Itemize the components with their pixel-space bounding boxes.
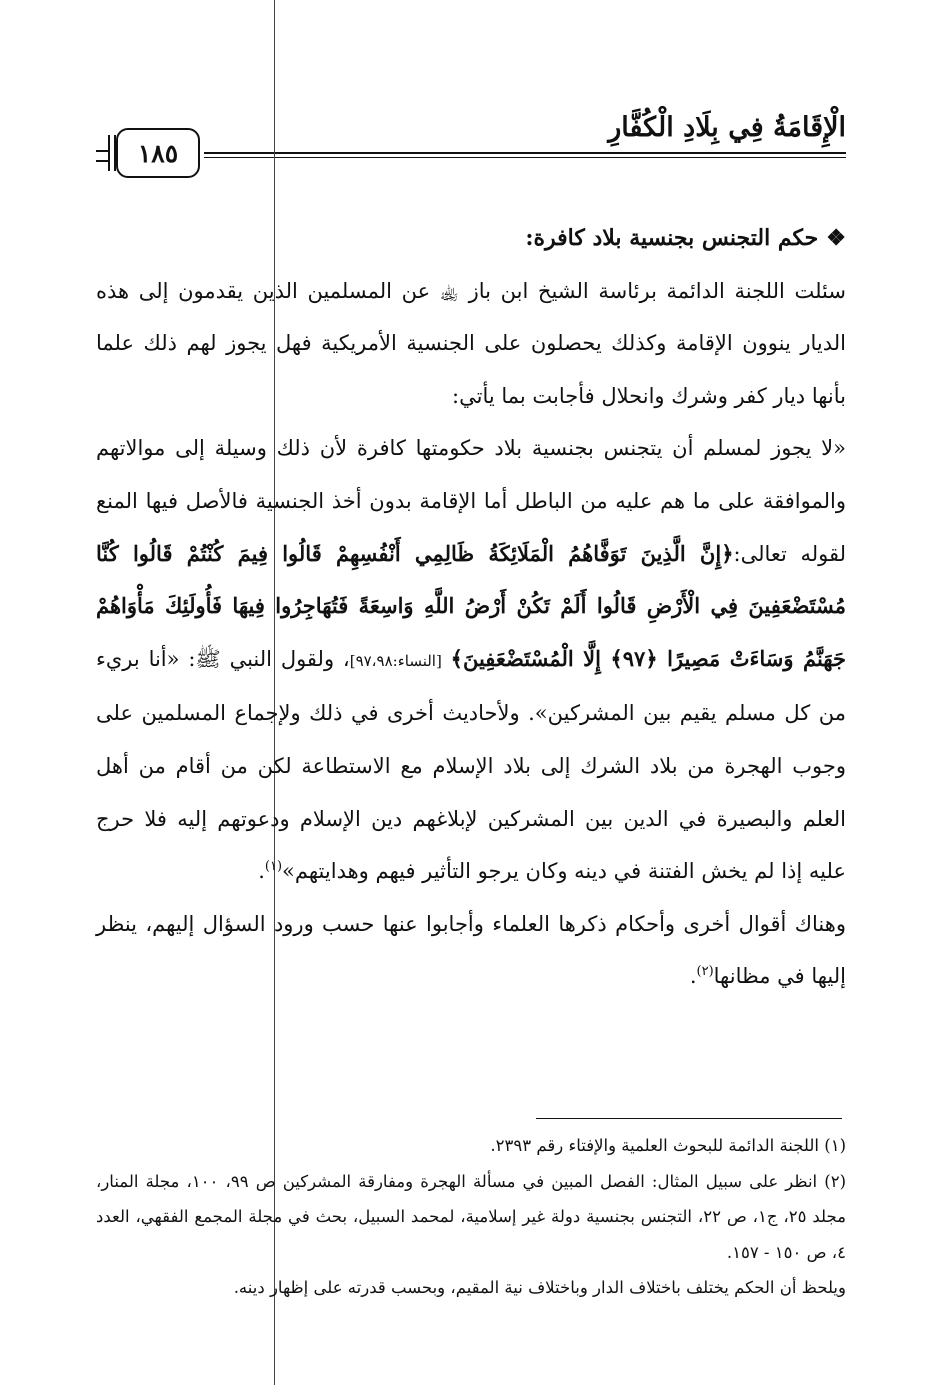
section-heading	[96, 212, 846, 265]
quran-close-bracket: ﴾	[450, 645, 463, 671]
paragraph-3-end: .	[689, 964, 697, 989]
footnote-2: (٢) انظر على سبيل المثال: الفصل المبين في مسألة الهجرة ومفارقة المشركين ص ٩٩، ١٠٠، مجلة المنار، مجلد ٢٥، ج١، ص ٢٢، التجنس بجنسية دولة غير إسلامية، لمحمد السبيل، بحث في مجلة المجمع الفقهي، العدد ٤، ص ١٥٠ - ١٥٧.	[96, 1171, 846, 1262]
quran-reference: [النساء:٩٧،٩٨]	[349, 651, 442, 670]
paragraph-1: سئلت اللجنة الدائمة برئاسة الشيخ ابن باز ﵀ عن المسلمين الذين يقدمون إلى هذه الديار ينوون الإقامة وكذلك يحصلون على الجنسية الأمريكية فهل يجوز لهم ذلك علما بأنها ديار كفر وشرك وانحلال فأجابت بما يأتي:	[96, 278, 846, 408]
footnote-marker-2: (٢)	[696, 964, 714, 980]
footnote-separator	[536, 1118, 842, 1119]
paragraph-3	[96, 898, 846, 1003]
quran-verse: إِنَّ الَّذِينَ تَوَفَّاهُمُ الْمَلَائِكَةُ ظَالِمِي أَنْفُسِهِمْ قَالُوا فِيمَ كُنْتُمْ قَالُوا كُنَّا مُسْتَضْعَفِينَ فِي الْأَرْضِ قَالُوا أَلَمْ تَكُنْ أَرْضُ اللَّهِ وَاسِعَةً فَتُهَاجِرُوا فِيهَا فَأُولَئِكَ مَأْوَاهُمْ جَهَنَّمُ وَسَاءَتْ مَصِيرًا ﴿٩٧﴾ إِلَّا الْمُسْتَضْعَفِينَ	[96, 540, 846, 671]
footnotes	[96, 1128, 846, 1306]
paragraph-2	[96, 422, 846, 897]
running-title: الْإِقَامَةُ فِي بِلَادِ الْكُفَّارِ	[608, 112, 846, 143]
footnote-note: ويلحظ أن الحكم يختلف باختلاف الدار وباختلاف نية المقيم، وبحسب قدرته على إظهار دينه.	[233, 1278, 846, 1297]
body-text	[96, 212, 846, 1003]
quran-open-bracket: ﴿	[721, 540, 734, 566]
paragraph-2-rest: ، ولقول النبي ﷺ: «أنا بريء من كل مسلم يقيم بين المشركين». ولأحاديث أخرى في ذلك ولإجماع المسلمين على وجوب الهجرة من بلاد الشرك إلى بلاد الإسلام مع الاستطاعة لكن من أقام من أهل العلم والبصيرة في الدين بين المشركين لإبلاغهم دين الإسلام ودعوتهم إليه فلا حرج عليه إذا لم يخش الفتنة في دينه وكان يرجو التأثير فيهم وهدايتهم»	[96, 646, 846, 884]
footnote-marker-1: (١)	[264, 859, 283, 875]
section-heading-text: حكم التجنس بجنسية بلاد كافرة:	[525, 225, 819, 251]
paragraph-2-intro: «لا يجوز لمسلم أن يتجنس بجنسية بلاد حكومتها كافرة لأن ذلك وسيلة إلى موالاتهم والموافقة على ما هم عليه من الباطل أما الإقامة بدون أخذ الجنسية فالأصل فيها المنع لقوله تعالى:	[96, 436, 846, 566]
bullet-icon: ❖	[826, 225, 846, 251]
footnote-1: (١) اللجنة الدائمة للبحوث العلمية والإفتاء رقم ٢٣٩٣.	[490, 1136, 846, 1155]
page-number: ١٨٥	[116, 128, 200, 178]
header-edge-mark	[96, 150, 108, 162]
paragraph-3-text: وهناك أقوال أخرى وأحكام ذكرها العلماء وأجابوا عنها حسب ورود السؤال إليهم، ينظر إليها في مظانها	[96, 911, 846, 989]
paragraph-2-end: .	[258, 859, 265, 884]
header-rule	[204, 152, 846, 158]
